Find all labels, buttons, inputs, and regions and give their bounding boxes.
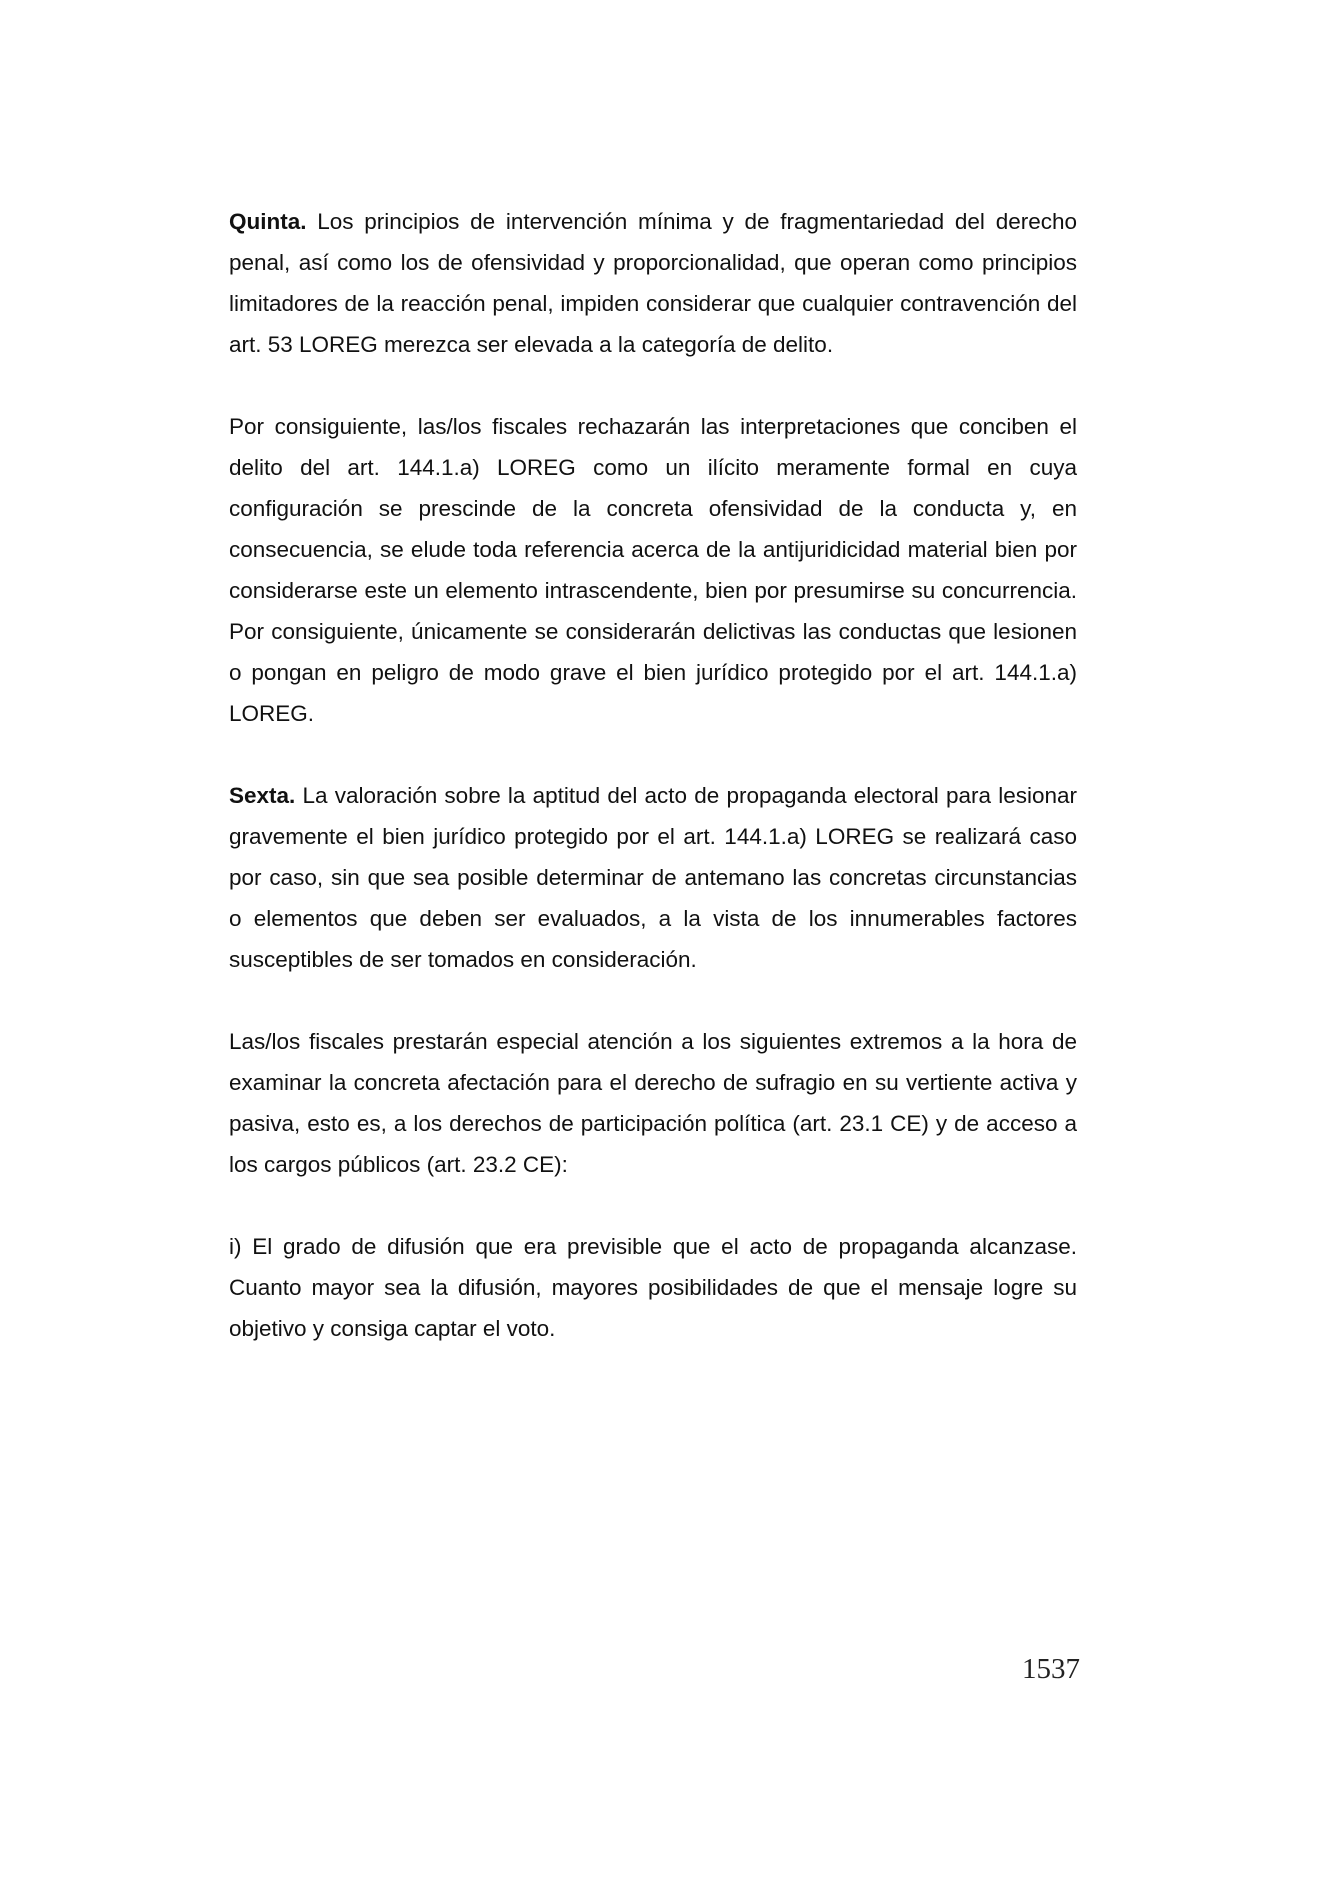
paragraph-text-quinta: Los principios de intervención mínima y de fragmentariedad del derecho penal, así como los de ofensividad y proporcionalidad, que operan como principios limitadores de la reacción penal, impiden considerar que cualquier contravención del art. 53 LOREG merezca ser elevada a la categoría de delito.	[229, 209, 1077, 357]
document-body	[229, 201, 1077, 1390]
page-number: 1537	[1022, 1653, 1080, 1685]
paragraph-lead-quinta: Quinta.	[229, 209, 307, 234]
paragraph-sexta	[229, 775, 1077, 980]
paragraph-text-sexta: La valoración sobre la aptitud del acto de propaganda electoral para lesionar gravemente el bien jurídico protegido por el art. 144.1.a) LOREG se realizará caso por caso, sin que sea posible determinar de antemano las concretas circunstancias o elementos que deben ser evaluados, a la vista de los innumerables factores susceptibles de ser tomados en consideración.	[229, 783, 1077, 972]
paragraph-text-fiscales: Las/los fiscales prestarán especial atención a los siguientes extremos a la hora de examinar la concreta afectación para el derecho de sufragio en su vertiente activa y pasiva, esto es, a los derechos de participación política (art. 23.1 CE) y de acceso a los cargos públicos (art. 23.2 CE):	[229, 1029, 1077, 1177]
paragraph-text-difusion: i) El grado de difusión que era previsible que el acto de propaganda alcanzase. Cuanto mayor sea la difusión, mayores posibilidades de que el mensaje logre su objetivo y consiga captar el voto.	[229, 1234, 1077, 1341]
paragraph-lead-sexta: Sexta.	[229, 783, 296, 808]
paragraph-consiguiente	[229, 406, 1077, 734]
paragraph-fiscales	[229, 1021, 1077, 1185]
paragraph-difusion	[229, 1226, 1077, 1349]
paragraph-quinta	[229, 201, 1077, 365]
paragraph-text-consiguiente: Por consiguiente, las/los fiscales rechazarán las interpretaciones que conciben el delito del art. 144.1.a) LOREG como un ilícito meramente formal en cuya configuración se prescinde de la concreta ofensividad de la conducta y, en consecuencia, se elude toda referencia acerca de la antijuridicidad material bien por considerarse este un elemento intrascendente, bien por presumirse su concurrencia. Por consiguiente, únicamente se considerarán delictivas las conductas que lesionen o pongan en peligro de modo grave el bien jurídico protegido por el art. 144.1.a) LOREG.	[229, 414, 1077, 726]
